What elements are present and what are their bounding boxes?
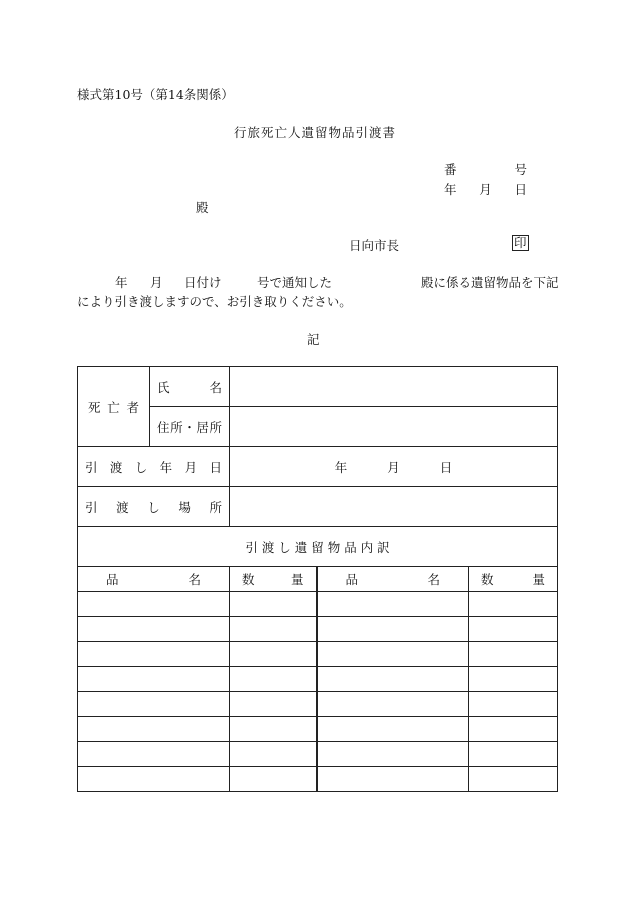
body-month: 月: [150, 275, 163, 290]
handover-form-table: [77, 366, 558, 792]
handover-date-month: 月: [387, 459, 400, 475]
item-name-cell-right[interactable]: [317, 617, 469, 642]
body-date-label: 日付け: [184, 275, 222, 290]
handover-place-label-cell: [78, 487, 230, 527]
item-name-cell-right[interactable]: [317, 592, 469, 617]
quantity-cell-left[interactable]: [230, 642, 317, 667]
document-title: 行旅死亡人遺留物品引渡書: [234, 125, 397, 140]
form-number: 様式第10号（第14条関係）: [77, 87, 234, 102]
ki-heading: 記: [307, 332, 320, 347]
address-label-1: 住: [157, 419, 170, 435]
quantity-cell-right[interactable]: [469, 592, 558, 617]
item-row: [78, 742, 558, 767]
quantity-cell-left[interactable]: [230, 692, 317, 717]
address-label-5: 所: [209, 419, 222, 435]
handover-date-label-cell: [78, 447, 230, 487]
body-year: 年: [115, 275, 128, 290]
quantity-cell-right[interactable]: [469, 692, 558, 717]
name-label-1: 氏: [157, 379, 170, 395]
item-name-cell-right[interactable]: [317, 642, 469, 667]
handover-date-label-4: 年: [159, 459, 173, 475]
item-rows: [78, 592, 558, 792]
handover-date-label-1: 引: [85, 459, 98, 475]
seal-mark: 印: [514, 235, 527, 250]
item-row: [78, 717, 558, 742]
deceased-label-cell: [78, 367, 150, 447]
number-label-2: 号: [514, 162, 527, 177]
date-day-label: 日: [514, 182, 527, 197]
number-line: [444, 160, 527, 178]
name-label-cell: [150, 367, 230, 407]
handover-date-field[interactable]: [230, 447, 558, 487]
item-name-cell-right[interactable]: [317, 742, 469, 767]
name-label-2: 名: [209, 379, 222, 395]
quantity-header-left: [230, 567, 317, 592]
item-name-cell-left[interactable]: [78, 617, 230, 642]
date-year-label: 年: [444, 182, 457, 197]
quantity-header-left-2: 量: [290, 572, 304, 587]
address-label-3: ・: [183, 419, 196, 435]
item-name-header-right-2: 名: [427, 572, 440, 587]
deceased-label-1: 死: [88, 399, 101, 415]
quantity-cell-left[interactable]: [230, 742, 317, 767]
item-name-cell-left[interactable]: [78, 767, 230, 792]
item-name-cell-right[interactable]: [317, 667, 469, 692]
handover-place-label-1: 引: [85, 499, 98, 515]
items-breakdown-title: 引 渡 し 遺 留 物 品 内 訳: [78, 527, 558, 567]
quantity-header-left-1: 数: [242, 572, 255, 587]
quantity-cell-right[interactable]: [469, 717, 558, 742]
handover-place-label-4: 場: [178, 499, 191, 515]
address-label-2: 所: [170, 419, 183, 435]
item-name-header-right: [317, 567, 469, 592]
item-row: [78, 592, 558, 617]
date-month-label: 月: [479, 182, 492, 197]
handover-date-label-5: 月: [184, 459, 198, 475]
item-row: [78, 642, 558, 667]
quantity-header-right: [469, 567, 558, 592]
quantity-header-right-1: 数: [481, 572, 494, 587]
handover-place-label-2: 渡: [116, 499, 129, 515]
issuer-name: 日向市長: [349, 238, 400, 253]
item-name-cell-right[interactable]: [317, 692, 469, 717]
item-name-cell-left[interactable]: [78, 692, 230, 717]
handover-place-label-5: 所: [209, 499, 222, 515]
deceased-label-3: 者: [126, 399, 139, 415]
number-label-1: 番: [444, 162, 457, 177]
item-row: [78, 667, 558, 692]
item-row: [78, 767, 558, 792]
handover-date-label-2: 渡: [109, 459, 123, 475]
item-name-cell-right[interactable]: [317, 717, 469, 742]
addressee-suffix: 殿: [196, 200, 209, 215]
quantity-header-right-2: 量: [532, 572, 546, 587]
item-name-header-left-1: 品: [106, 572, 119, 587]
date-line: [444, 180, 527, 198]
body-handover-label: 殿に係る遺留物品を下記: [421, 275, 559, 290]
quantity-cell-right[interactable]: [469, 667, 558, 692]
item-name-cell-left[interactable]: [78, 742, 230, 767]
handover-place-label-3: し: [147, 499, 160, 515]
handover-date-year: 年: [334, 459, 348, 475]
quantity-cell-left[interactable]: [230, 617, 317, 642]
item-name-cell-right[interactable]: [317, 767, 469, 792]
handover-date-day: 日: [439, 459, 453, 475]
address-label-cell: [150, 407, 230, 447]
item-name-header-left-2: 名: [188, 572, 201, 587]
quantity-cell-left[interactable]: [230, 717, 317, 742]
item-row: [78, 617, 558, 642]
quantity-cell-right[interactable]: [469, 767, 558, 792]
handover-place-field[interactable]: [230, 487, 558, 527]
item-name-cell-left[interactable]: [78, 667, 230, 692]
deceased-label-2: 亡: [107, 399, 120, 415]
item-name-cell-left[interactable]: [78, 592, 230, 617]
address-label-4: 居: [196, 419, 209, 435]
item-name-cell-left[interactable]: [78, 642, 230, 667]
item-name-header-left: [78, 567, 230, 592]
handover-date-label-6: 日: [209, 459, 222, 475]
quantity-cell-right[interactable]: [469, 642, 558, 667]
item-name-cell-left[interactable]: [78, 717, 230, 742]
body-notice-label: 号で通知した: [257, 275, 333, 290]
quantity-cell-right[interactable]: [469, 742, 558, 767]
quantity-cell-left[interactable]: [230, 767, 317, 792]
body-line-2: により引き渡しますので、お引き取りください。: [77, 294, 352, 309]
handover-date-label-3: し: [134, 459, 148, 475]
deceased-name-field[interactable]: [230, 367, 558, 407]
deceased-address-field[interactable]: [230, 407, 558, 447]
quantity-cell-right[interactable]: [469, 617, 558, 642]
item-name-header-right-1: 品: [345, 572, 359, 587]
quantity-cell-left[interactable]: [230, 592, 317, 617]
item-row: [78, 692, 558, 717]
quantity-cell-left[interactable]: [230, 667, 317, 692]
